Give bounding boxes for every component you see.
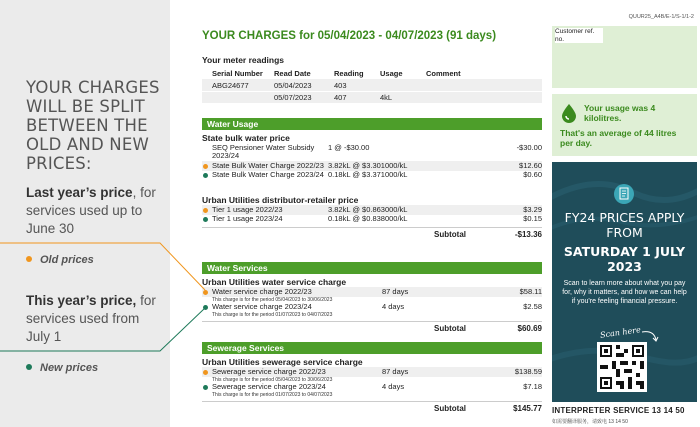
water-drop-icon bbox=[560, 103, 578, 123]
meter-readings bbox=[202, 55, 542, 103]
line-item bbox=[202, 383, 542, 393]
old-prices-label: Old prices bbox=[40, 254, 94, 266]
left-explainer-panel bbox=[0, 0, 170, 427]
new-price-dot-icon bbox=[203, 385, 208, 390]
item-detail: 3.82kL @ $3.301000/kL bbox=[328, 160, 408, 170]
interpreter-service: INTERPRETER SERVICE 13 14 50 bbox=[552, 406, 685, 415]
item-amount: $58.11 bbox=[519, 286, 542, 296]
item-desc: State Bulk Water Charge 2023/24 bbox=[212, 170, 324, 179]
serial-number: ABG24677 bbox=[212, 80, 249, 90]
item-amount: $0.15 bbox=[523, 214, 542, 223]
new-price-dot-icon bbox=[203, 305, 208, 310]
line-item bbox=[202, 287, 542, 297]
item-desc: Water service charge 2022/23 bbox=[212, 286, 312, 296]
water-usage-section bbox=[202, 118, 542, 239]
subtotal-label: Subtotal bbox=[434, 324, 466, 333]
line-item bbox=[202, 143, 542, 161]
col-read-date: Read Date bbox=[274, 68, 311, 78]
customer-ref-label: Customer ref. no. bbox=[555, 28, 603, 43]
customer-ref-box bbox=[552, 26, 697, 88]
new-price-dot-icon bbox=[26, 364, 32, 370]
item-desc: SEQ Pensioner Water Subsidy 2023/24 bbox=[212, 142, 315, 160]
table-row bbox=[202, 91, 542, 103]
new-price-dot-icon bbox=[203, 217, 208, 222]
col-serial-number: Serial Number bbox=[212, 68, 263, 78]
old-price-dot-icon bbox=[26, 256, 32, 262]
col-comment: Comment bbox=[426, 68, 461, 78]
line-item bbox=[202, 171, 542, 181]
this-year-price-note bbox=[26, 292, 166, 346]
old-price-dot-icon bbox=[203, 208, 208, 213]
item-detail: 1 @ -$30.00 bbox=[328, 142, 370, 152]
this-year-bold: This year’s price, bbox=[26, 293, 137, 308]
item-amount: -$30.00 bbox=[516, 142, 542, 152]
item-amount: $138.59 bbox=[514, 366, 542, 376]
charges-title: YOUR CHARGES for 05/04/2023 - 04/07/2023 (91 days) bbox=[202, 30, 497, 42]
item-detail: 4 days bbox=[382, 302, 405, 311]
promo-date: SATURDAY 1 JULY 2023 bbox=[563, 244, 686, 274]
old-prices-legend bbox=[26, 254, 94, 266]
new-price-dot-icon bbox=[203, 173, 208, 178]
new-prices-legend bbox=[26, 362, 98, 374]
last-year-bold: Last year’s price bbox=[26, 185, 133, 200]
meter-header-row bbox=[202, 67, 542, 79]
water-usage-bar: Water Usage bbox=[202, 118, 542, 130]
item-amount: $3.29 bbox=[523, 204, 542, 214]
old-price-dot-icon bbox=[203, 290, 208, 295]
usage-summary bbox=[552, 94, 697, 156]
qr-code-pattern bbox=[600, 345, 644, 389]
water-services-bar: Water Services bbox=[202, 262, 542, 274]
fy24-prices-promo bbox=[552, 162, 697, 402]
item-desc: Sewerage service charge 2023/24 bbox=[212, 382, 326, 391]
sewerage-service-charge-title: Urban Utilities sewerage service charge bbox=[202, 357, 363, 367]
period-note: This charge is for the period 01/07/2023 to 04/07/2023 bbox=[212, 312, 333, 318]
line-item bbox=[202, 303, 542, 313]
item-detail: 87 days bbox=[382, 286, 409, 296]
qr-code[interactable] bbox=[597, 342, 647, 392]
sewerage-services-bar: Sewerage Services bbox=[202, 342, 542, 354]
item-amount: $7.18 bbox=[523, 382, 542, 391]
line-item bbox=[202, 215, 542, 225]
col-usage: Usage bbox=[380, 68, 403, 78]
water-services-subtotal bbox=[202, 321, 542, 333]
explainer-heading: YOUR CHARGES WILL BE SPLIT BETWEEN THE OLD AND NEW PRICES: bbox=[26, 78, 160, 173]
distributor-retailer-title: Urban Utilities distributor-retailer price bbox=[202, 195, 359, 205]
item-desc: Tier 1 usage 2023/24 bbox=[212, 214, 283, 223]
document-code: QUUR25_A4B/E-1/S-1/1-2 bbox=[628, 14, 694, 20]
bill-sheet bbox=[170, 0, 700, 427]
reading: 407 bbox=[334, 93, 347, 102]
item-desc: State Bulk Water Charge 2022/23 bbox=[212, 160, 324, 170]
col-reading: Reading bbox=[334, 68, 364, 78]
item-detail: 0.18kL @ $0.838000/kL bbox=[328, 214, 408, 223]
line-item bbox=[202, 367, 542, 377]
read-date: 05/04/2023 bbox=[274, 80, 312, 90]
item-detail: 4 days bbox=[382, 382, 405, 391]
this-year-rest: for services used from July 1 bbox=[26, 293, 156, 344]
item-amount: $2.58 bbox=[523, 302, 542, 311]
meter-readings-title: Your meter readings bbox=[202, 55, 285, 65]
sewerage-services-section bbox=[202, 342, 542, 413]
bill-icon bbox=[614, 184, 634, 204]
item-detail: 0.18kL @ $3.371000/kL bbox=[328, 170, 408, 179]
old-price-dot-icon bbox=[203, 370, 208, 375]
period-note: This charge is for the period 01/07/2023 to 04/07/2023 bbox=[212, 392, 333, 398]
reading: 403 bbox=[334, 80, 347, 90]
usage-average: That's an average of 44 litres per day. bbox=[560, 128, 677, 148]
subtotal-value: $60.69 bbox=[517, 324, 542, 333]
read-date: 05/07/2023 bbox=[274, 93, 312, 102]
item-desc: Water service charge 2023/24 bbox=[212, 302, 312, 311]
period-note: This charge is for the period 05/04/2023 to 30/06/2023 bbox=[212, 376, 333, 383]
old-price-dot-icon bbox=[203, 164, 208, 169]
scan-here-label: Scan here bbox=[599, 325, 642, 340]
subtotal-label: Subtotal bbox=[434, 404, 466, 413]
item-amount: $12.60 bbox=[519, 160, 542, 170]
item-desc: Sewerage service charge 2022/23 bbox=[212, 366, 326, 376]
usage: 4kL bbox=[380, 93, 393, 102]
subtotal-value: -$13.36 bbox=[514, 230, 542, 239]
last-year-rest: , for services used up to June 30 bbox=[26, 185, 156, 236]
water-service-charge-title: Urban Utilities water service charge bbox=[202, 277, 347, 287]
promo-body-text: Scan to learn more about what you pay for, why it matters, and how we can help if you're feeling financial pressure. bbox=[562, 280, 687, 305]
water-usage-subtotal bbox=[202, 227, 542, 239]
subtotal-label: Subtotal bbox=[434, 230, 466, 239]
interpreter-service-chinese: 如需要翻译服务，请致电 13 14 50 bbox=[552, 419, 628, 425]
item-amount: $0.60 bbox=[523, 170, 542, 179]
item-detail: 3.82kL @ $0.863000/kL bbox=[328, 204, 408, 214]
sewerage-subtotal bbox=[202, 401, 542, 413]
last-year-price-note bbox=[26, 184, 166, 238]
water-services-section bbox=[202, 262, 542, 333]
new-prices-label: New prices bbox=[40, 362, 99, 374]
subtotal-value: $145.77 bbox=[513, 404, 542, 413]
state-bulk-title: State bulk water price bbox=[202, 133, 290, 143]
item-desc: Tier 1 usage 2022/23 bbox=[212, 204, 283, 214]
usage-total: Your usage was 4 kilolitres. bbox=[584, 103, 656, 123]
promo-heading: FY24 PRICES APPLY FROM bbox=[564, 210, 685, 240]
item-detail: 87 days bbox=[382, 366, 409, 376]
table-row bbox=[202, 79, 542, 91]
period-note: This charge is for the period 05/04/2023 to 30/06/2023 bbox=[212, 296, 333, 303]
